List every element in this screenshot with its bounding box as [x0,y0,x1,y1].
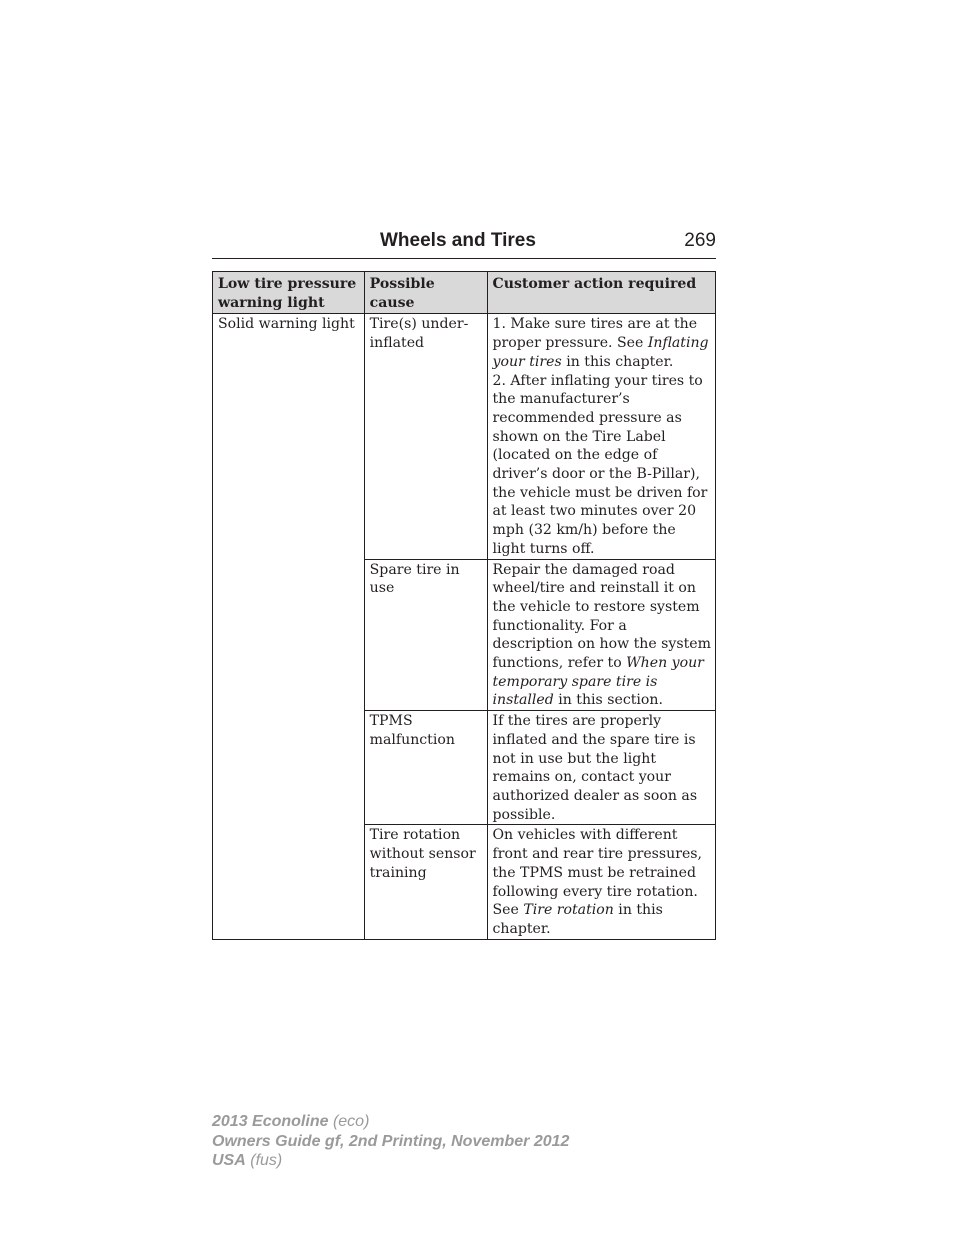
cause-cell: TPMS malfunction [364,711,487,825]
page-number: 269 [684,230,716,251]
cross-reference: Inflating your tires [492,335,709,370]
action-text: Repair the damaged road wheel/tire and reinstall it on the vehicle to restore system functionality. For a description on how the system functions, refer to [492,561,711,672]
cause-cell: Tire rotation without sensor training [364,825,487,939]
table-row [213,314,716,559]
action-cell [487,825,716,939]
footer-model-line [212,1112,569,1132]
footer-model-code: (eco) [332,1113,370,1130]
action-cell [487,559,716,711]
cause-cell: Tire(s) under-inflated [364,314,487,559]
cause-cell: Spare tire in use [364,559,487,711]
footer-market-line [212,1151,569,1171]
action-text: in this chapter. [492,902,663,937]
section-title: Wheels and Tires [380,230,536,251]
footer-guide-edition: Owners Guide gf, 2nd Printing, November 2012 [212,1132,570,1150]
header-customer-action: Customer action required [487,272,716,314]
cross-reference: Tire rotation [523,902,614,919]
action-text: On vehicles with different front and rear tire pressures, the TPMS must be retrained following every tire rotation. See [492,827,703,919]
header-possible-cause: Possible cause [364,272,487,314]
cross-reference: When your temporary spare tire is installed [492,655,704,709]
action-text: 2. After inflating your tires to the manufacturer’s recommended pressure as shown on the Tire Label (located on the edge of driver’s door or the B-Pillar), the vehicle must be driven for at least two minutes over 20 mph (32 km/h) before the light turns off. [492,372,708,557]
footer-market: USA [212,1152,246,1169]
table-header-row [213,272,716,314]
action-text: 1. Make sure tires are at the proper pressure. See [492,316,698,352]
action-text: in this chapter. [561,353,674,370]
action-text: in this section. [553,692,663,709]
indicator-cell: Solid warning light [213,314,365,939]
footer-market-code: (fus) [250,1152,283,1169]
tpms-warning-table [212,271,716,940]
page-header [212,228,716,259]
action-cell: If the tires are properly inflated and the spare tire is not in use but the light remains on, contact your authorized dealer as soon as possible. [487,711,716,825]
header-warning-light: Low tire pressure warning light [213,272,365,314]
footer-model: 2013 Econoline [212,1113,329,1130]
page-footer [212,1112,569,1171]
action-cell [487,314,716,559]
